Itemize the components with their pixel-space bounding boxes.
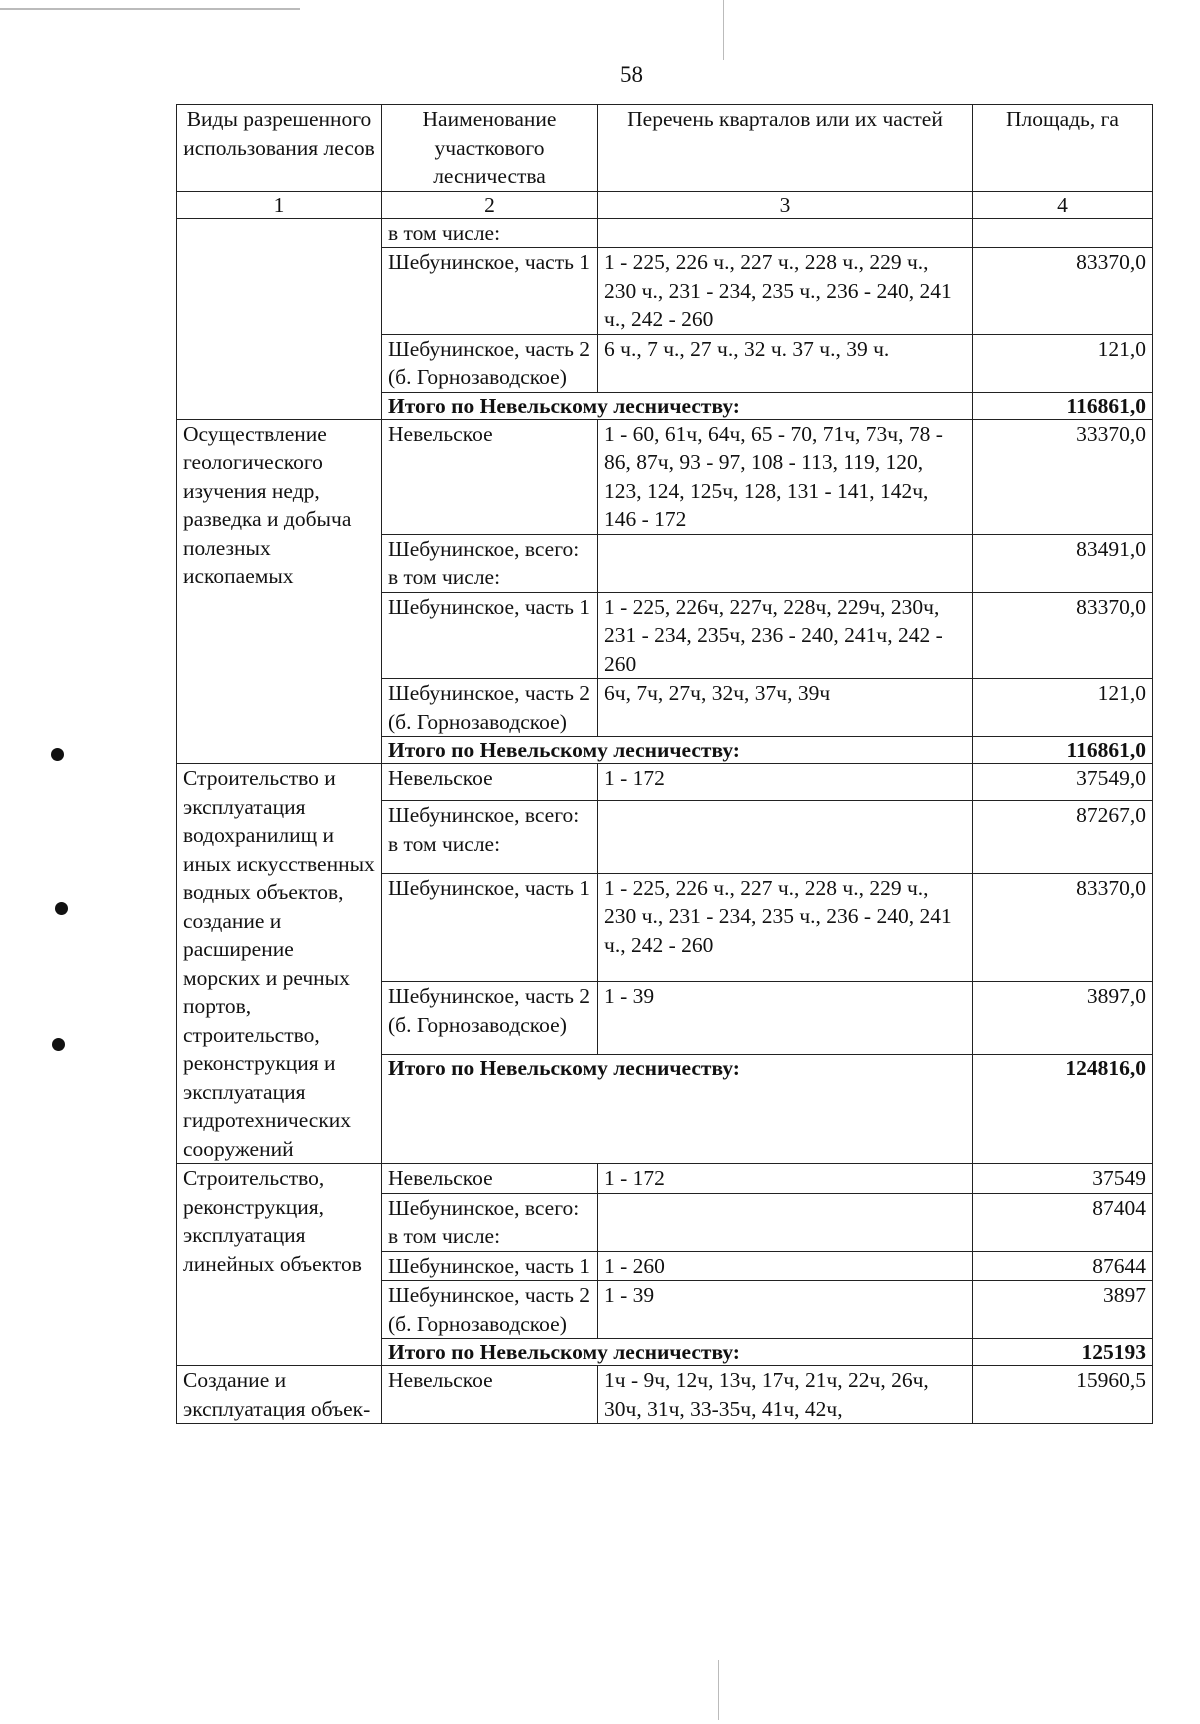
column-number-row <box>177 191 1153 218</box>
area-cell: 83370,0 <box>973 873 1153 981</box>
total-label: Итого по Невельскому лесничеству: <box>382 1339 973 1366</box>
area-cell: 121,0 <box>973 679 1153 737</box>
district-cell: Шебунинское, часть 1 <box>382 873 598 981</box>
punch-hole-dot <box>55 902 68 915</box>
area-cell: 83370,0 <box>973 248 1153 335</box>
total-label: Итого по Невельскому лесничеству: <box>382 392 973 419</box>
use-type-cell <box>177 218 382 419</box>
quarters-cell: 1 - 260 <box>598 1251 973 1281</box>
quarters-cell <box>598 1193 973 1251</box>
header-use-type: Виды разрешенного использования лесов <box>177 105 382 192</box>
district-cell: Шебунинское, часть 2 (б. Горнозаводское) <box>382 334 598 392</box>
area-cell: 37549 <box>973 1164 1153 1194</box>
table-row <box>177 1366 1153 1424</box>
district-cell: Шебунинское, всего: в том числе: <box>382 801 598 874</box>
use-type-cell: Строительство, реконструкция, эксплуатация линейных объектов <box>177 1164 382 1366</box>
page-number: 58 <box>620 62 643 87</box>
district-cell: Шебунинское, часть 1 <box>382 592 598 679</box>
header-quarters: Перечень кварталов или их частей <box>598 105 973 192</box>
area-cell: 87267,0 <box>973 801 1153 874</box>
column-number: 4 <box>973 191 1153 218</box>
district-cell: Шебунинское, всего: в том числе: <box>382 534 598 592</box>
header-row <box>177 105 1153 192</box>
table-row <box>177 419 1153 534</box>
quarters-cell: 1 - 172 <box>598 764 973 801</box>
quarters-cell: 1 - 225, 226 ч., 227 ч., 228 ч., 229 ч., 230 ч., 231 - 234, 235 ч., 236 - 240, 241 ч., 242 - 260 <box>598 873 973 981</box>
quarters-cell: 1 - 60, 61ч, 64ч, 65 - 70, 71ч, 73ч, 78 - 86, 87ч, 93 - 97, 108 - 113, 119, 120, 123, 124, 125ч, 128, 131 - 141, 142ч, 146 - 172 <box>598 419 973 534</box>
quarters-cell <box>598 534 973 592</box>
district-cell: Шебунинское, часть 1 <box>382 1251 598 1281</box>
quarters-cell: 1 - 225, 226ч, 227ч, 228ч, 229ч, 230ч, 231 - 234, 235ч, 236 - 240, 241ч, 242 - 260 <box>598 592 973 679</box>
area-cell <box>973 218 1153 248</box>
area-cell: 33370,0 <box>973 419 1153 534</box>
district-cell: Шебунинское, часть 1 <box>382 248 598 335</box>
column-number: 3 <box>598 191 973 218</box>
district-cell: Шебунинское, часть 2 (б. Горнозаводское) <box>382 679 598 737</box>
quarters-cell: 1 - 172 <box>598 1164 973 1194</box>
district-cell: Шебунинское, часть 2 (б. Горнозаводское) <box>382 982 598 1055</box>
table-row <box>177 764 1153 801</box>
district-cell: Невельское <box>382 764 598 801</box>
district-cell: Шебунинское, часть 2 (б. Горнозаводское) <box>382 1281 598 1339</box>
header-area: Площадь, га <box>973 105 1153 192</box>
scan-line-mark <box>0 8 300 10</box>
punch-hole-dot <box>52 1038 65 1051</box>
quarters-cell: 6ч, 7ч, 27ч, 32ч, 37ч, 39ч <box>598 679 973 737</box>
use-type-cell: Создание и эксплуатация объек- <box>177 1366 382 1424</box>
table-row <box>177 1164 1153 1194</box>
quarters-cell <box>598 801 973 874</box>
scan-line-mark <box>718 1660 719 1720</box>
district-cell: Невельское <box>382 1366 598 1424</box>
area-cell: 121,0 <box>973 334 1153 392</box>
quarters-cell: 6 ч., 7 ч., 27 ч., 32 ч. 37 ч., 39 ч. <box>598 334 973 392</box>
quarters-cell <box>598 218 973 248</box>
use-type-cell: Осуществление геологического изучения недр, разведка и добыча полезных ископаемых <box>177 419 382 764</box>
area-cell: 3897 <box>973 1281 1153 1339</box>
area-cell: 87404 <box>973 1193 1153 1251</box>
area-cell: 83491,0 <box>973 534 1153 592</box>
column-number: 2 <box>382 191 598 218</box>
header-district: Наименование участкового лесничества <box>382 105 598 192</box>
total-area: 116861,0 <box>973 392 1153 419</box>
district-cell: Шебунинское, всего: в том числе: <box>382 1193 598 1251</box>
quarters-cell: 1 - 39 <box>598 982 973 1055</box>
district-cell: Невельское <box>382 419 598 534</box>
total-area: 116861,0 <box>973 737 1153 764</box>
use-type-cell: Строительство и эксплуатация водохранилищ и иных искусственных водных объектов, создание и расширение морских и речных портов, строительство, реконструкция и эксплуатация гидротехнических сооружений <box>177 764 382 1164</box>
area-cell: 83370,0 <box>973 592 1153 679</box>
total-area: 125193 <box>973 1339 1153 1366</box>
area-cell: 3897,0 <box>973 982 1153 1055</box>
district-cell: в том числе: <box>382 218 598 248</box>
area-cell: 15960,5 <box>973 1366 1153 1424</box>
total-area: 124816,0 <box>973 1055 1153 1164</box>
total-label: Итого по Невельскому лесничеству: <box>382 1055 973 1164</box>
area-cell: 87644 <box>973 1251 1153 1281</box>
quarters-cell: 1 - 39 <box>598 1281 973 1339</box>
table-row <box>177 218 1153 248</box>
quarters-cell: 1ч - 9ч, 12ч, 13ч, 17ч, 21ч, 22ч, 26ч, 30ч, 31ч, 33-35ч, 41ч, 42ч, <box>598 1366 973 1424</box>
scan-line-mark <box>723 0 724 60</box>
total-label: Итого по Невельскому лесничеству: <box>382 737 973 764</box>
district-cell: Невельское <box>382 1164 598 1194</box>
punch-hole-dot <box>51 748 64 761</box>
quarters-cell: 1 - 225, 226 ч., 227 ч., 228 ч., 229 ч., 230 ч., 231 - 234, 235 ч., 236 - 240, 241 ч., 242 - 260 <box>598 248 973 335</box>
area-cell: 37549,0 <box>973 764 1153 801</box>
column-number: 1 <box>177 191 382 218</box>
forest-use-table <box>176 104 1153 1424</box>
